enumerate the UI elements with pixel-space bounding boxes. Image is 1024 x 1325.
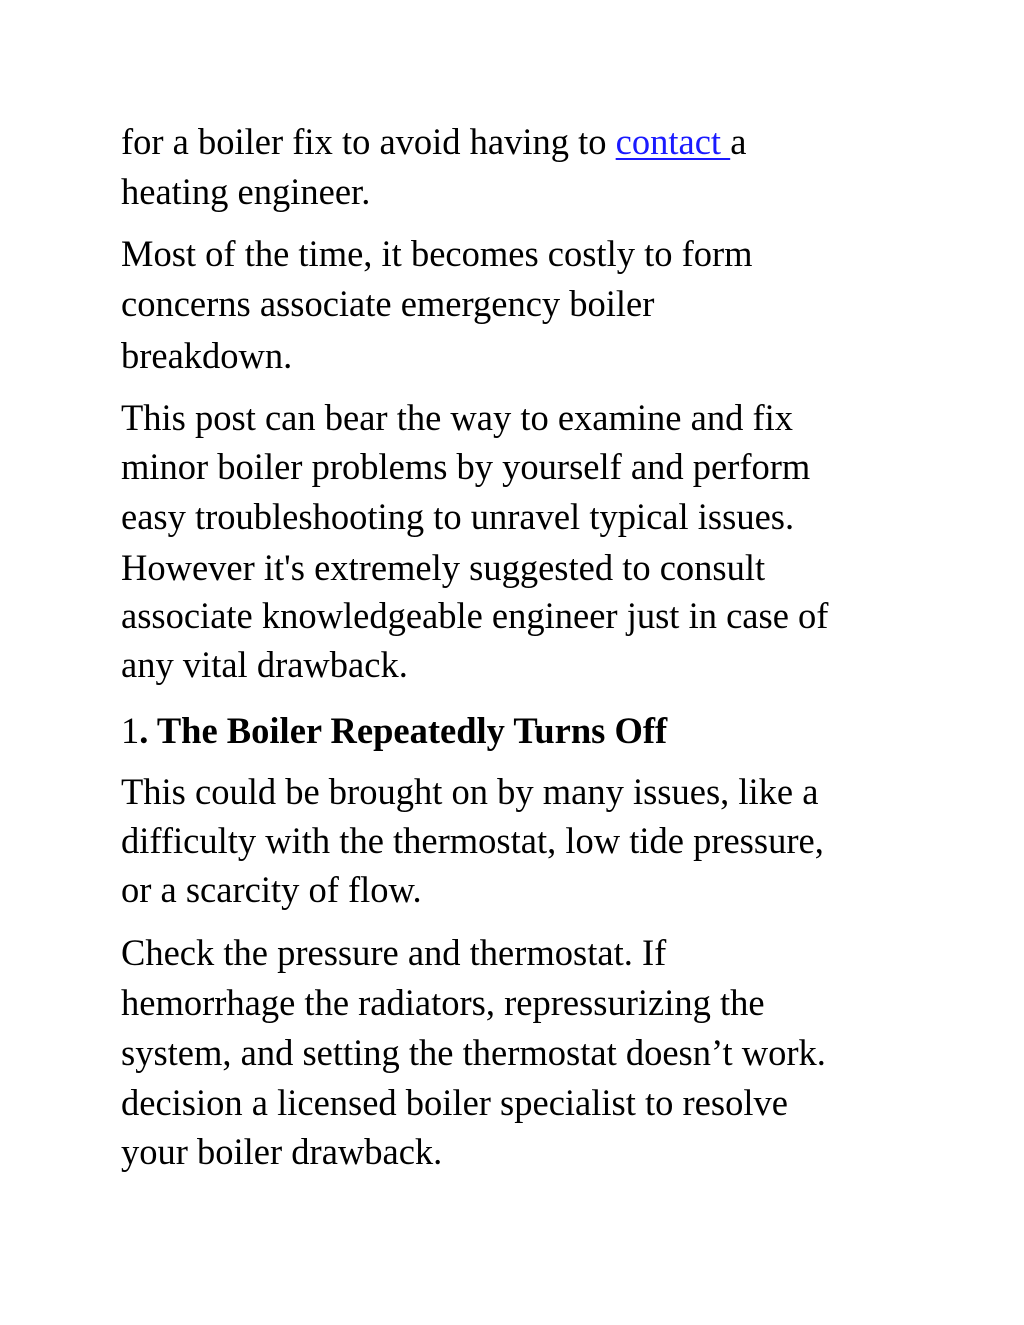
paragraph-5-line: system, and setting the thermostat doesn’t work.	[121, 1032, 826, 1073]
paragraph-1-line-1	[121, 120, 746, 164]
paragraph-4-line: This could be brought on by many issues, like a	[121, 771, 819, 812]
paragraph-1-text-after-link: a	[730, 121, 747, 162]
contact-link[interactable]: contact	[615, 121, 731, 162]
paragraph-3-line: However it's extremely suggested to consult	[121, 547, 766, 588]
paragraph-4-line: difficulty with the thermostat, low tide pressure,	[121, 820, 824, 861]
paragraph-1-text: for a boiler fix to avoid having to	[121, 121, 616, 162]
paragraph-5-line: decision a licensed boiler specialist to resolve	[121, 1082, 788, 1123]
paragraph-2-line: Most of the time, it becomes costly to form	[121, 233, 753, 274]
paragraph-1-line-2: heating engineer.	[121, 171, 371, 212]
section-heading-number: 1	[121, 710, 140, 751]
paragraph-5-line: Check the pressure and thermostat. If	[121, 932, 667, 973]
paragraph-4-line: or a scarcity of flow.	[121, 869, 422, 910]
section-heading-title: . The Boiler Repeatedly Turns Off	[139, 710, 668, 751]
paragraph-3-line: easy troubleshooting to unravel typical issues.	[121, 496, 795, 537]
paragraph-3-line: associate knowledgeable engineer just in case of	[121, 595, 829, 636]
paragraph-2-line: concerns associate emergency boiler	[121, 283, 655, 324]
paragraph-5-line: your boiler drawback.	[121, 1131, 443, 1172]
paragraph-3-line: any vital drawback.	[121, 644, 408, 685]
paragraph-3-line: minor boiler problems by yourself and perform	[121, 446, 811, 487]
paragraph-5-line: hemorrhage the radiators, repressurizing the	[121, 982, 765, 1023]
paragraph-2-line: breakdown.	[121, 335, 293, 376]
section-heading	[121, 709, 667, 753]
paragraph-3-line: This post can bear the way to examine and fix	[121, 397, 793, 438]
